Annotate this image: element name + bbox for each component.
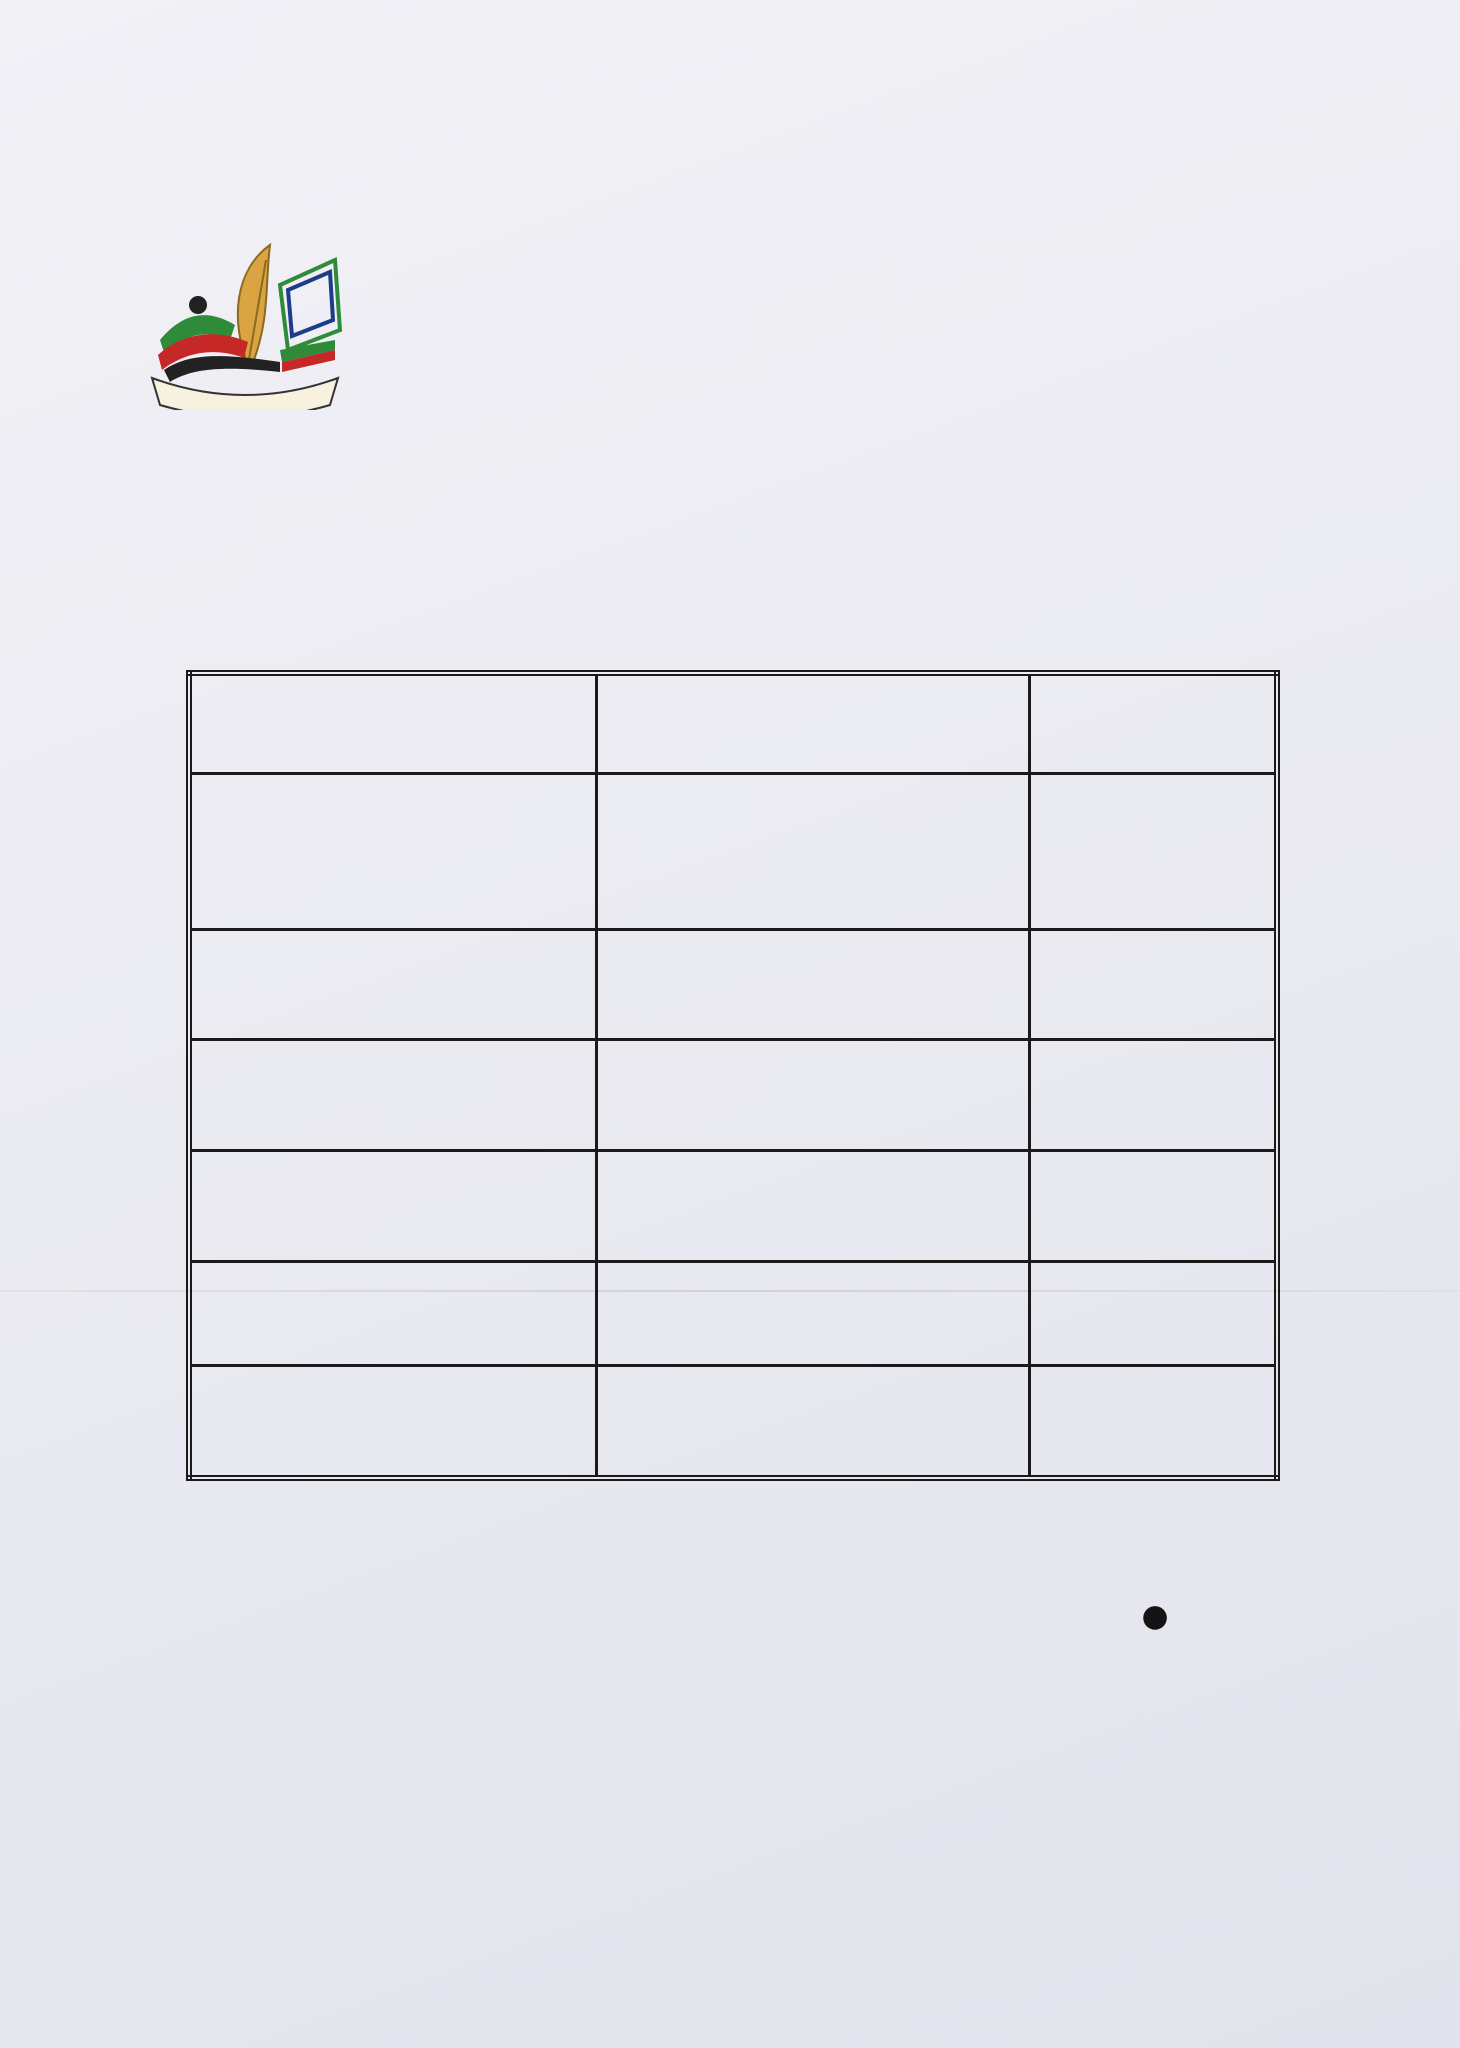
bullet-icon: ● xyxy=(1141,1598,1169,1634)
star-border-bottom xyxy=(0,1882,1460,1930)
row-date-cell xyxy=(1029,1261,1277,1365)
table-header-row xyxy=(189,673,1277,773)
row-date-cell xyxy=(1029,773,1277,929)
star-border-left xyxy=(38,0,86,2048)
star-border-right xyxy=(1372,0,1420,2048)
table-row xyxy=(189,929,1277,1040)
row-period2-cell xyxy=(189,1261,597,1365)
star-border-top xyxy=(0,124,1460,172)
school-logo xyxy=(130,190,360,410)
row-period1-cell xyxy=(597,1151,1030,1262)
row-period1-cell xyxy=(597,773,1030,929)
row-date-cell xyxy=(1029,1365,1277,1477)
row-date-cell xyxy=(1029,1040,1277,1151)
sun-icon xyxy=(344,935,444,1025)
row-date-cell xyxy=(1029,929,1277,1040)
header-period2 xyxy=(189,673,597,773)
exam-schedule-table xyxy=(186,670,1280,1481)
header-date xyxy=(1029,673,1277,773)
table-row xyxy=(189,773,1277,929)
row-period1-cell xyxy=(597,1040,1030,1151)
row-period2-cell xyxy=(189,1040,597,1151)
row-period2-cell xyxy=(189,773,597,929)
sun-icon xyxy=(344,1156,444,1246)
row-period1-cell xyxy=(597,1365,1030,1477)
row-period1-cell xyxy=(597,929,1030,1040)
table-row xyxy=(189,1040,1277,1151)
table-row xyxy=(189,1261,1277,1365)
table-row xyxy=(189,1365,1277,1477)
row-period2-cell xyxy=(189,1151,597,1262)
sun-icon xyxy=(344,1371,444,1461)
sun-icon xyxy=(344,1045,444,1135)
row-period1-cell xyxy=(597,1261,1030,1365)
row-period2-cell xyxy=(189,1365,597,1477)
table-row xyxy=(189,1151,1277,1262)
header-period1 xyxy=(597,673,1030,773)
row-period2-cell xyxy=(189,929,597,1040)
row-date-cell xyxy=(1029,1151,1277,1262)
